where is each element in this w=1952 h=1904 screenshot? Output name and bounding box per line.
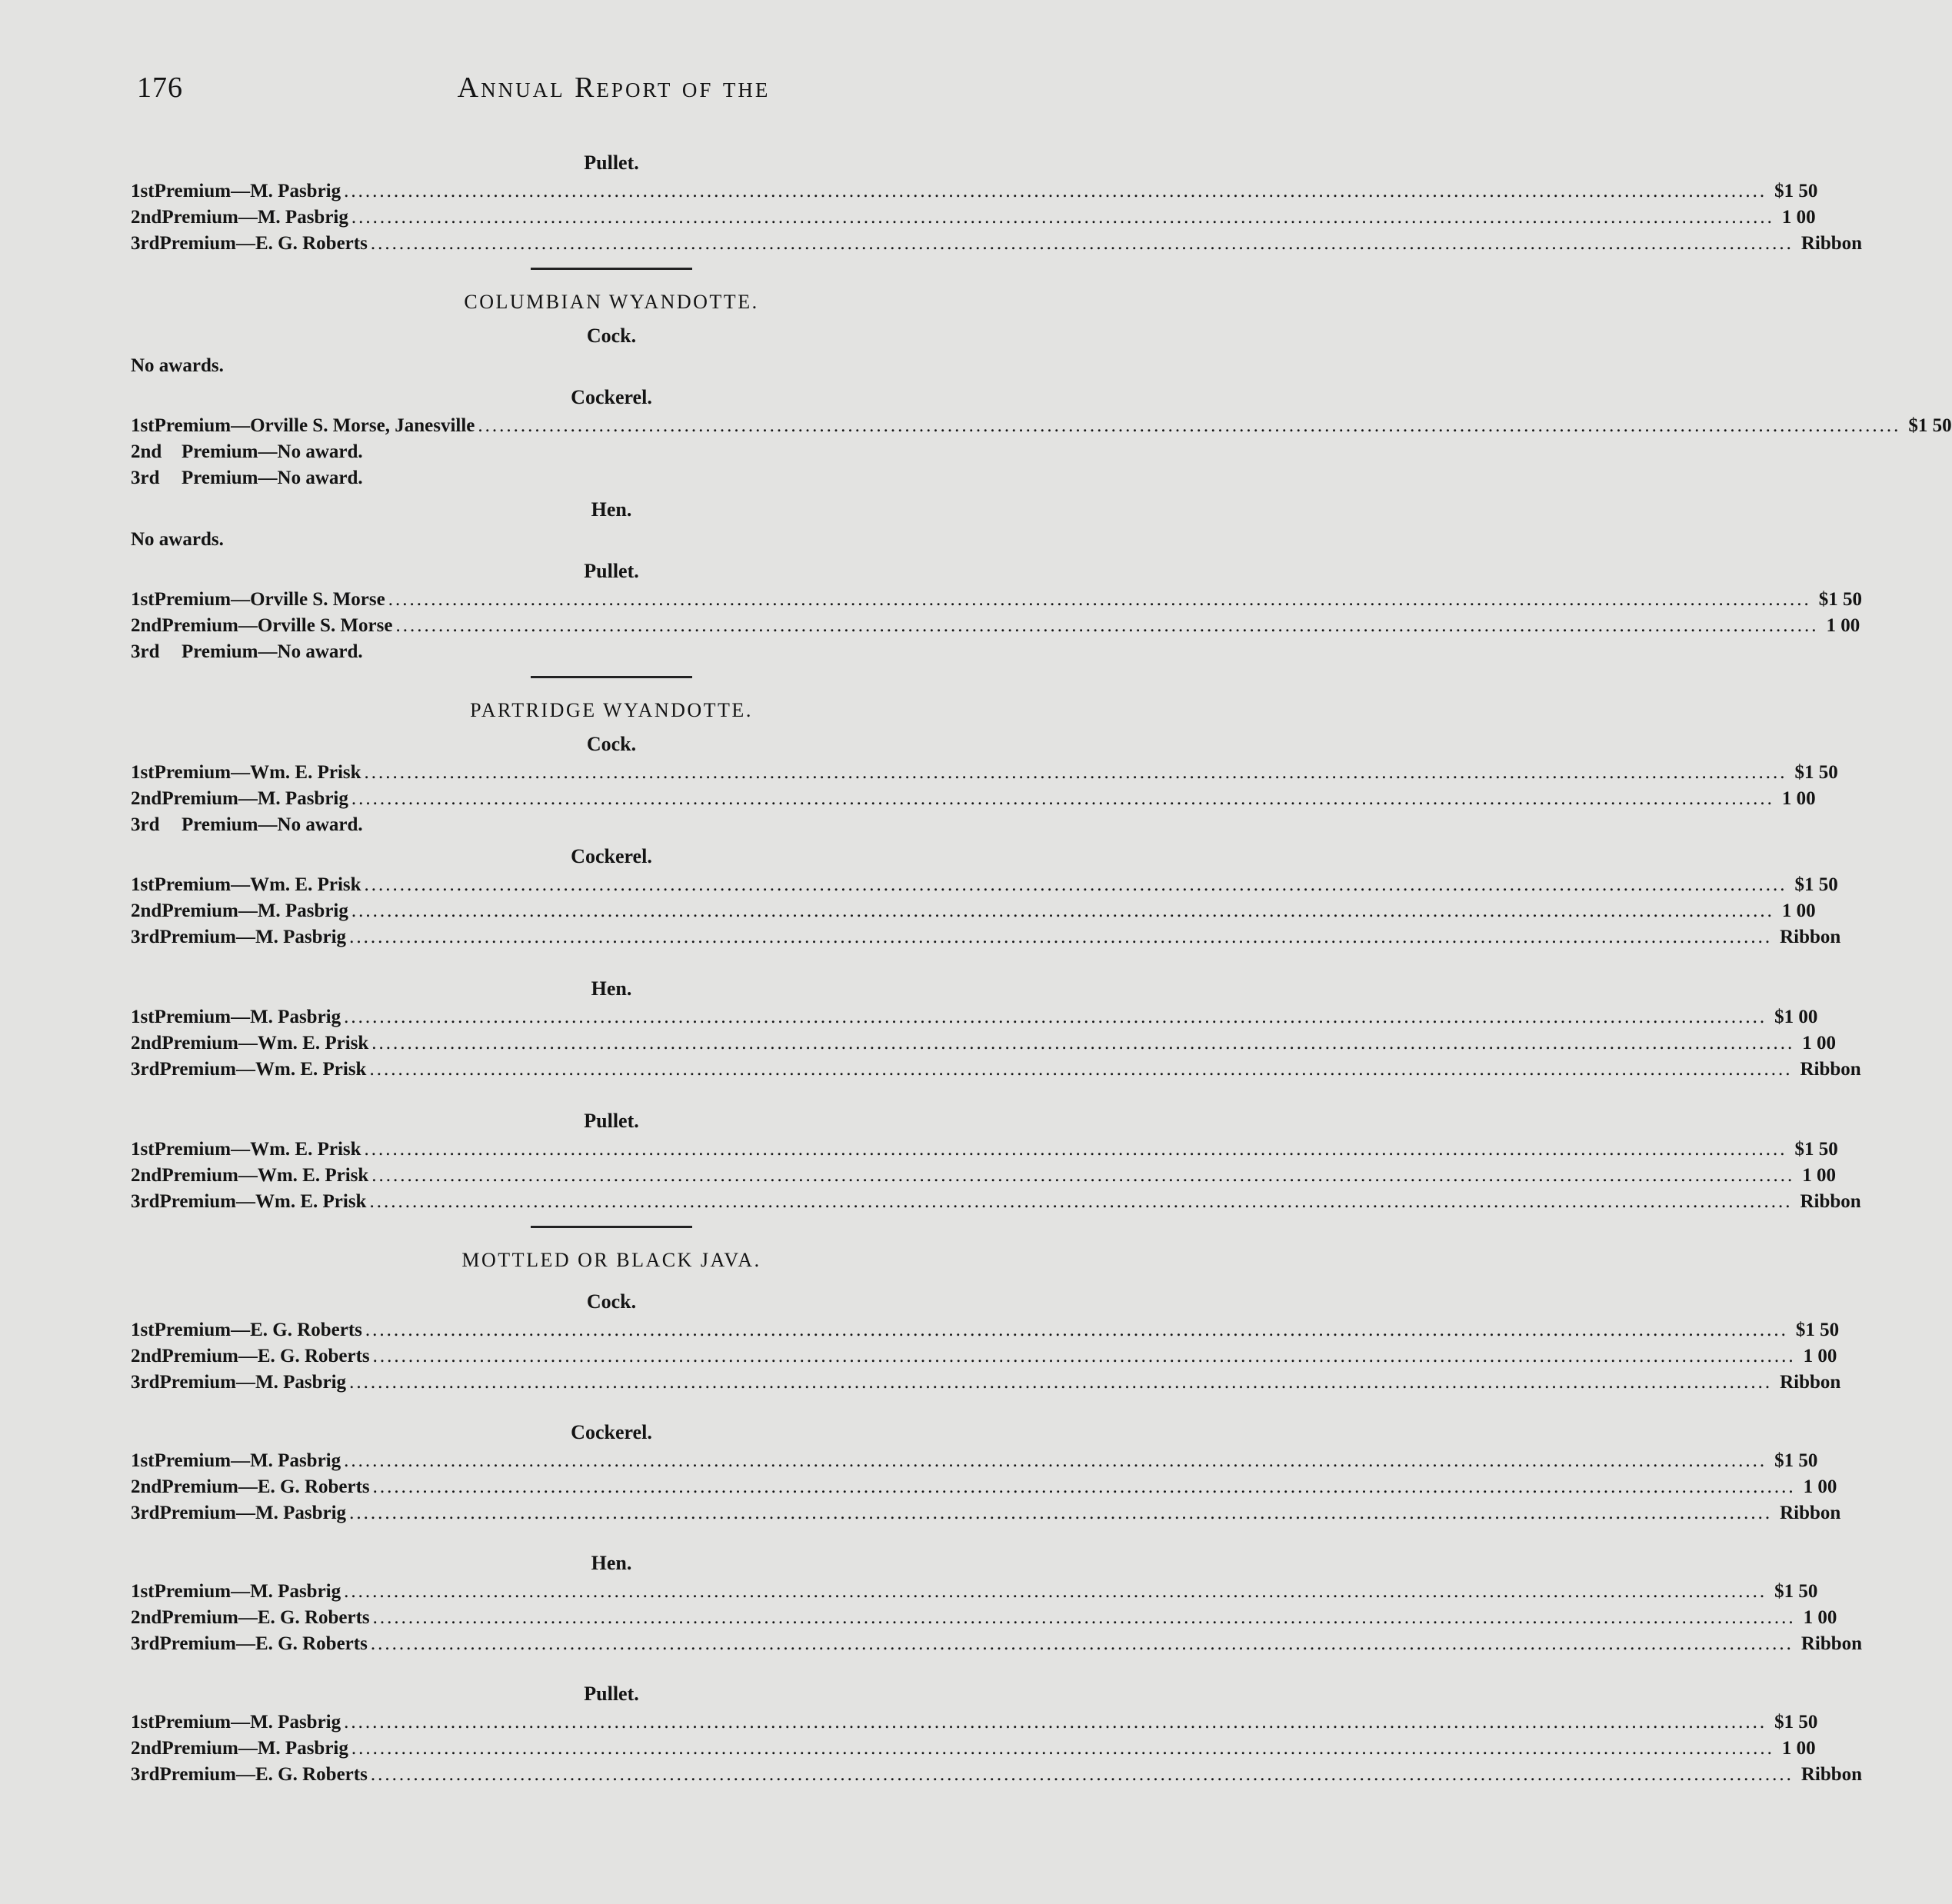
subheading: Cockerel. — [571, 386, 652, 408]
award-row — [131, 1474, 1837, 1500]
award-amount: $1 50 — [1908, 415, 1952, 436]
award-amount: 1 00 — [1781, 788, 1816, 809]
award-winner: Premium—E. G. Roberts — [162, 1476, 370, 1497]
subheading: Hen. — [591, 1552, 632, 1574]
section-title: PARTRIDGE WYANDOTTE. — [470, 699, 753, 721]
subheading: Cock. — [586, 325, 637, 347]
award-place: 2nd — [131, 1033, 162, 1054]
award-amount: $1 50 — [1794, 1139, 1838, 1160]
section-title: COLUMBIAN WYANDOTTE. — [464, 291, 759, 313]
award-amount: $1 50 — [1774, 181, 1818, 201]
award-place: 1st — [131, 589, 155, 610]
award-row — [131, 1709, 1818, 1736]
award-amount: 1 00 — [1803, 1346, 1837, 1366]
award-winner: Premium—Wm. E. Prisk — [154, 762, 361, 783]
award-amount: 1 00 — [1802, 1033, 1837, 1054]
award-winner: Premium—Wm. E. Prisk — [159, 1191, 367, 1212]
award-row — [131, 760, 1838, 786]
award-amount: $1 50 — [1774, 1712, 1818, 1733]
award-row — [131, 1631, 1863, 1657]
award-winner: Premium—Wm. E. Prisk — [154, 874, 361, 895]
award-row — [131, 1004, 1818, 1030]
award-place: 1st — [131, 762, 155, 783]
dot-leader: ........................................................................................................................................................................................................ — [344, 1712, 1767, 1733]
award-list — [131, 1579, 1863, 1657]
dot-leader: ........................................................................................................................................................................................................ — [364, 1139, 1787, 1160]
divider-rule — [531, 268, 692, 270]
section-partridge-wyandotte — [131, 695, 1861, 1215]
dot-leader: ........................................................................................................................................................................................................ — [364, 874, 1787, 895]
award-place: 2nd — [131, 788, 162, 809]
dot-leader: ........................................................................................................................................................................................................ — [372, 1607, 1796, 1628]
award-place: 2nd — [131, 1476, 162, 1497]
award-row — [131, 1057, 1861, 1083]
award-row — [131, 1579, 1818, 1605]
no-awards-note: No awards. — [131, 529, 224, 550]
award-place: 1st — [131, 1007, 155, 1027]
dot-leader: ........................................................................................................................................................................................................ — [370, 1633, 1794, 1654]
subheading: Pullet. — [584, 151, 639, 174]
award-amount: 1 00 — [1802, 1165, 1837, 1186]
dot-leader: ........................................................................................................................................................................................................ — [371, 1033, 1795, 1054]
dot-leader: ........................................................................................................................................................................................................ — [372, 1476, 1796, 1497]
subheading: Cock. — [586, 733, 637, 755]
dot-leader: ........................................................................................................................................................................................................ — [344, 1581, 1767, 1602]
award-place: 2nd — [131, 441, 162, 462]
award-place: 2nd — [131, 1738, 162, 1759]
award-amount: 1 00 — [1781, 900, 1816, 921]
dot-leader: ........................................................................................................................................................................................................ — [351, 207, 1774, 228]
award-winner: Premium—No award. — [182, 441, 363, 462]
award-winner: Premium—E. G. Roberts — [159, 233, 368, 254]
award-winner: Premium—E. G. Roberts — [154, 1320, 362, 1340]
award-place: 2nd — [131, 1607, 162, 1628]
dot-leader: ........................................................................................................................................................................................................ — [388, 589, 1811, 610]
award-amount: $1 50 — [1818, 589, 1862, 610]
award-winner: Premium—M. Pasbrig — [159, 1372, 347, 1393]
award-row — [131, 924, 1841, 950]
award-winner: Premium—No award. — [182, 641, 363, 662]
award-row — [131, 872, 1838, 898]
award-place: 3rd — [131, 641, 160, 662]
award-winner: Premium—M. Pasbrig — [162, 900, 348, 921]
dot-leader: ........................................................................................................................................................................................................ — [370, 233, 1794, 254]
divider-rule — [531, 1226, 692, 1228]
dot-leader: ........................................................................................................................................................................................................ — [370, 1764, 1794, 1785]
dot-leader: ........................................................................................................................................................................................................ — [351, 900, 1774, 921]
section-mottled-black-java — [131, 1245, 1863, 1788]
award-row — [131, 587, 1862, 613]
award-winner: Premium—Wm. E. Prisk — [154, 1139, 361, 1160]
award-place: 1st — [131, 1712, 155, 1733]
dot-leader: ........................................................................................................................................................................................................ — [344, 1007, 1767, 1027]
award-amount: Ribbon — [1780, 927, 1841, 947]
award-amount: $1 50 — [1794, 874, 1838, 895]
award-amount: Ribbon — [1780, 1503, 1841, 1523]
award-place: 2nd — [131, 900, 162, 921]
subheading: Pullet. — [584, 1110, 639, 1132]
award-winner: Premium—Orville S. Morse — [154, 589, 385, 610]
award-place: 2nd — [131, 1346, 162, 1366]
award-winner: Premium—Wm. E. Prisk — [162, 1165, 369, 1186]
award-list — [131, 1137, 1861, 1215]
award-row — [131, 1137, 1838, 1163]
dot-leader: ........................................................................................................................................................................................................ — [344, 181, 1767, 201]
no-awards-note: No awards. — [131, 355, 224, 376]
award-list — [131, 178, 1863, 257]
award-amount: $1 00 — [1774, 1007, 1818, 1027]
award-row — [131, 205, 1816, 231]
award-list — [131, 872, 1841, 950]
dot-leader: ........................................................................................................................................................................................................ — [364, 762, 1787, 783]
award-amount: 1 00 — [1803, 1476, 1837, 1497]
award-winner: Premium—M. Pasbrig — [154, 1007, 341, 1027]
award-amount: 1 00 — [1781, 1738, 1816, 1759]
award-winner: Premium—Wm. E. Prisk — [159, 1059, 367, 1080]
page-header — [137, 71, 1091, 117]
award-amount: $1 50 — [1774, 1450, 1818, 1471]
award-amount: Ribbon — [1800, 1191, 1861, 1212]
award-place: 3rd — [131, 927, 160, 947]
award-row — [131, 1317, 1840, 1343]
award-row — [131, 613, 1860, 639]
award-list — [131, 760, 1838, 838]
award-amount: 1 00 — [1803, 1607, 1837, 1628]
dot-leader: ........................................................................................................................................................................................................ — [349, 927, 1773, 947]
subheading: Cockerel. — [571, 845, 652, 867]
award-place: 1st — [131, 1581, 155, 1602]
dot-leader: ........................................................................................................................................................................................................ — [395, 615, 1819, 636]
award-list — [131, 413, 1952, 491]
award-row — [131, 1163, 1837, 1189]
section-columbian-wyandotte — [131, 287, 1952, 665]
section-title: MOTTLED OR BLACK JAVA. — [461, 1249, 761, 1271]
award-amount: $1 50 — [1795, 1320, 1840, 1340]
dot-leader: ........................................................................................................................................................................................................ — [349, 1372, 1773, 1393]
award-winner: Premium—No award. — [182, 468, 363, 488]
award-place: 2nd — [131, 207, 162, 228]
award-place: 1st — [131, 181, 155, 201]
award-list — [131, 587, 1862, 665]
award-row — [131, 898, 1816, 924]
award-winner: Premium—M. Pasbrig — [159, 1503, 347, 1523]
award-winner: Premium—M. Pasbrig — [154, 181, 341, 201]
award-place: 3rd — [131, 814, 160, 835]
award-winner: Premium—M. Pasbrig — [162, 1738, 348, 1759]
award-row — [131, 231, 1863, 257]
award-winner: Premium—M. Pasbrig — [154, 1581, 341, 1602]
award-winner: Premium—Orville S. Morse — [162, 615, 393, 636]
award-amount: Ribbon — [1780, 1372, 1841, 1393]
subheading: Pullet. — [584, 560, 639, 582]
award-place: 3rd — [131, 233, 160, 254]
award-row — [131, 1736, 1816, 1762]
award-amount: Ribbon — [1800, 1633, 1863, 1654]
dot-leader: ........................................................................................................................................................................................................ — [372, 1346, 1796, 1366]
dot-leader: ........................................................................................................................................................................................................ — [365, 1320, 1788, 1340]
award-place: 1st — [131, 874, 155, 895]
award-place: 1st — [131, 1450, 155, 1471]
dot-leader: ........................................................................................................................................................................................................ — [369, 1059, 1793, 1080]
award-amount: 1 00 — [1826, 615, 1860, 636]
award-row — [131, 413, 1952, 439]
award-list — [131, 1004, 1861, 1083]
dot-leader: ........................................................................................................................................................................................................ — [351, 1738, 1774, 1759]
dot-leader: ........................................................................................................................................................................................................ — [349, 1503, 1773, 1523]
award-row — [131, 1500, 1841, 1526]
divider-rule — [531, 676, 692, 678]
award-winner: Premium—M. Pasbrig — [162, 207, 348, 228]
award-place: 3rd — [131, 1764, 160, 1785]
award-place: 2nd — [131, 1165, 162, 1186]
page-content — [131, 145, 1952, 1788]
award-winner: Premium—E. G. Roberts — [162, 1346, 370, 1366]
award-amount: $1 50 — [1794, 762, 1838, 783]
award-row — [131, 178, 1818, 205]
award-amount: Ribbon — [1800, 1059, 1861, 1080]
subheading: Cock. — [586, 1290, 637, 1313]
award-row — [131, 639, 1092, 665]
award-winner: Premium—M. Pasbrig — [159, 927, 347, 947]
award-row — [131, 1605, 1837, 1631]
award-place: 3rd — [131, 1372, 160, 1393]
award-row — [131, 465, 1092, 491]
award-place: 1st — [131, 1139, 155, 1160]
award-place: 2nd — [131, 615, 162, 636]
award-row — [131, 1762, 1863, 1788]
award-list — [131, 1317, 1841, 1396]
award-amount: 1 00 — [1781, 207, 1816, 228]
award-row — [131, 1343, 1837, 1370]
award-row — [131, 439, 1092, 465]
award-winner: Premium—E. G. Roberts — [159, 1633, 368, 1654]
award-row — [131, 812, 1092, 838]
award-place: 3rd — [131, 1191, 160, 1212]
subheading: Cockerel. — [571, 1421, 652, 1443]
award-row — [131, 1030, 1837, 1057]
top-pullet-group — [131, 148, 1863, 257]
award-winner: Premium—M. Pasbrig — [154, 1450, 341, 1471]
subheading: Pullet. — [584, 1683, 639, 1705]
award-winner: Premium—Wm. E. Prisk — [162, 1033, 369, 1054]
award-winner: Premium—No award. — [182, 814, 363, 835]
dot-leader: ........................................................................................................................................................................................................ — [344, 1450, 1767, 1471]
award-row — [131, 1448, 1818, 1474]
dot-leader: ........................................................................................................................................................................................................ — [351, 788, 1774, 809]
award-place: 3rd — [131, 468, 160, 488]
award-list — [131, 1709, 1863, 1788]
award-place: 3rd — [131, 1059, 160, 1080]
award-row — [131, 786, 1816, 812]
dot-leader: ........................................................................................................................................................................................................ — [369, 1191, 1793, 1212]
subheading: Hen. — [591, 498, 632, 521]
award-amount: $1 50 — [1774, 1581, 1818, 1602]
award-winner: Premium—E. G. Roberts — [159, 1764, 368, 1785]
dot-leader: ........................................................................................................................................................................................................ — [478, 415, 1901, 436]
award-place: 3rd — [131, 1633, 160, 1654]
award-winner: Premium—M. Pasbrig — [154, 1712, 341, 1733]
award-winner: Premium—M. Pasbrig — [162, 788, 348, 809]
award-row — [131, 1189, 1861, 1215]
award-amount: Ribbon — [1800, 233, 1863, 254]
award-place: 1st — [131, 1320, 155, 1340]
dot-leader: ........................................................................................................................................................................................................ — [371, 1165, 1795, 1186]
award-row — [131, 1370, 1841, 1396]
award-place: 3rd — [131, 1503, 160, 1523]
running-title: Annual Report of the — [457, 72, 771, 104]
award-place: 1st — [131, 415, 155, 436]
subheading: Hen. — [591, 977, 632, 1000]
award-amount: Ribbon — [1800, 1764, 1863, 1785]
page-number: 176 — [137, 72, 183, 104]
award-list — [131, 1448, 1841, 1526]
award-winner: Premium—Orville S. Morse, Janesville — [154, 415, 475, 436]
award-winner: Premium—E. G. Roberts — [162, 1607, 370, 1628]
